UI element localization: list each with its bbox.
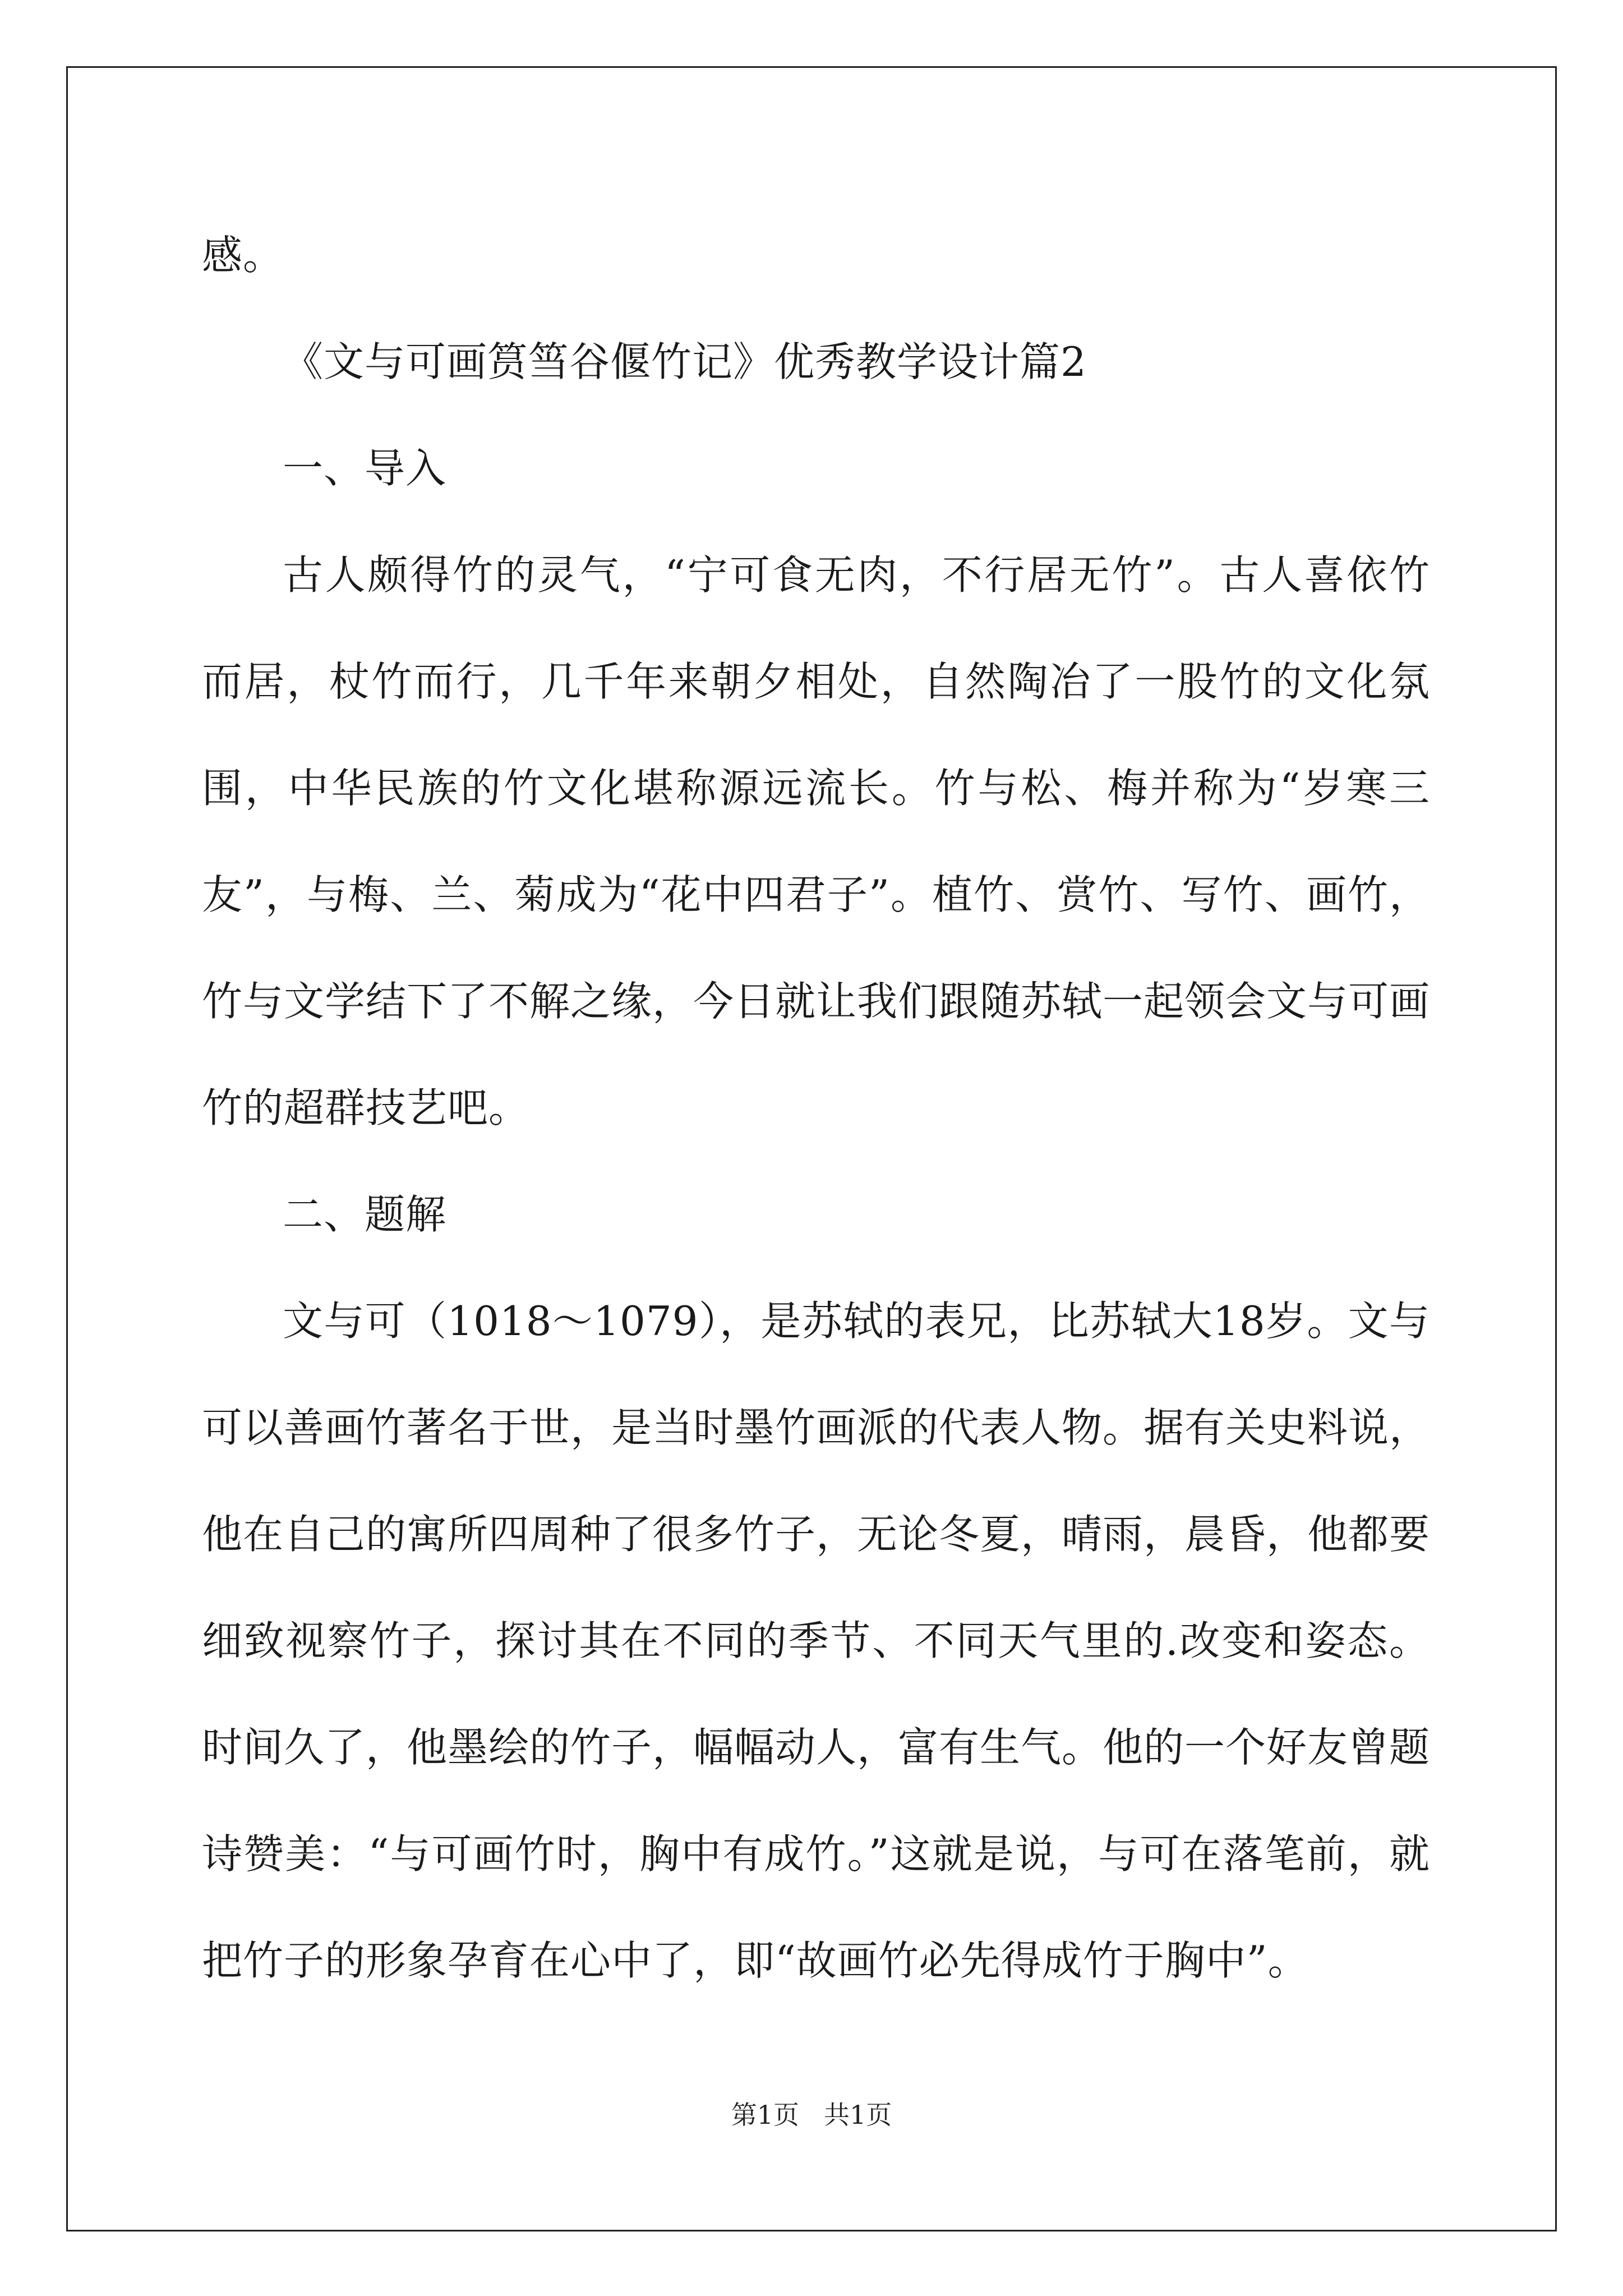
paragraph-continuation: 感。 <box>202 232 284 279</box>
section-title: 《文与可画筼筜谷偃竹记》优秀教学设计篇2 <box>283 338 1087 385</box>
page-number: 第1页 <box>731 2100 800 2130</box>
paragraph-introduction: 古人颇得竹的灵气，“宁可食无肉，不行居无竹”。古人喜依竹而居，杖竹而行，几千年来朝夕相处，自然陶冶了一股竹的文化氛围，中华民族的竹文化堪称源远流长。竹与松、梅并称为“岁寒三友”，与梅、兰、菊成为“花中四君子”。植竹、赏竹、写竹、画竹，竹与文学结下了不解之缘，今日就让我们跟随苏轼一起领会文与可画竹的超群技艺吧。 <box>202 551 1431 1131</box>
paragraph-title-explanation: 文与可（1018～1079），是苏轼的表兄，比苏轼大18岁。文与可以善画竹著名于世，是当时墨竹画派的代表人物。据有关史料说，他在自己的寓所四周种了很多竹子，无论冬夏，晴雨，晨昏，他都要细致视察竹子，探讨其在不同的季节、不同天气里的.改变和姿态。时间久了，他墨绘的竹子，幅幅动人，富有生气。他的一个好友曾题诗赞美：“与可画竹时，胸中有成竹。”这就是说，与可在落笔前，就把竹子的形象孕育在心中了，即“故画竹必先得成竹于胸中”。 <box>202 1297 1431 1984</box>
page-footer <box>0 2098 1623 2132</box>
heading-title-explanation: 二、题解 <box>283 1191 447 1238</box>
document-body <box>202 202 1430 2014</box>
page-total: 共1页 <box>823 2100 892 2130</box>
heading-introduction: 一、导入 <box>283 445 447 492</box>
